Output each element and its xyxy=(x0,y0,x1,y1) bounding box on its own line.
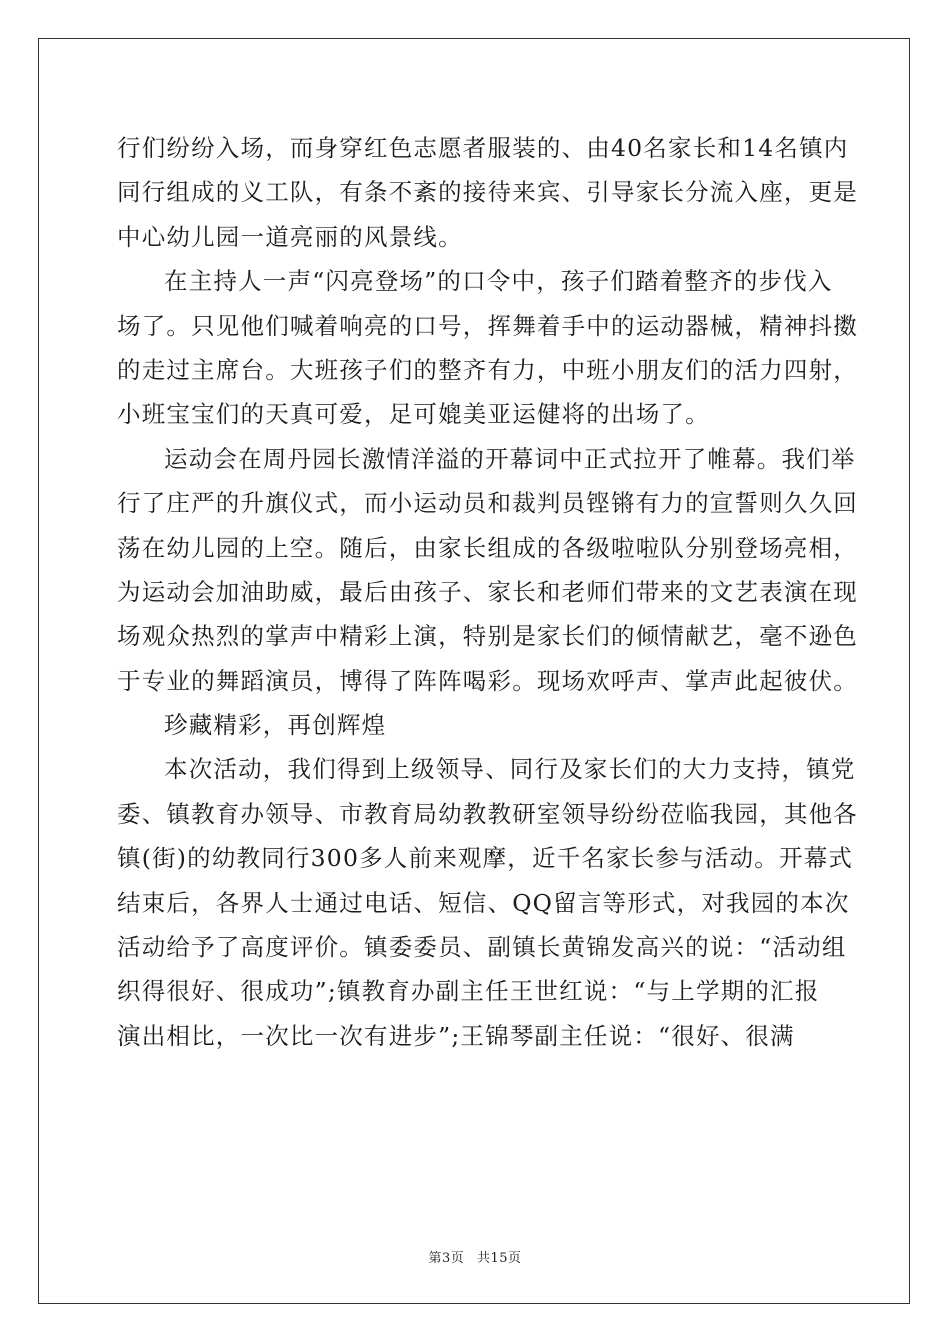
page-footer xyxy=(0,1247,950,1266)
text-line: 同行组成的义工队，有条不紊的接待来宾、引导家长分流入座，更是 xyxy=(117,178,858,207)
text-line: 为运动会加油助威，最后由孩子、家长和老师们带来的文艺表演在现 xyxy=(117,577,858,606)
text-line: 的走过主席台。大班孩子们的整齐有力，中班小朋友们的活力四射， xyxy=(117,355,858,384)
paragraph-start-line: 运动会在周丹园长激情洋溢的开幕词中正式拉开了帷幕。我们举 xyxy=(164,444,856,473)
text-line: 行了庄严的升旗仪式，而小运动员和裁判员铿锵有力的宣誓则久久回 xyxy=(117,489,858,518)
paragraph-start-line: 本次活动，我们得到上级领导、同行及家长们的大力支持，镇党 xyxy=(164,755,856,784)
paragraph-start-line: 在主持人一声“闪亮登场”的口令中，孩子们踏着整齐的步伐入 xyxy=(164,267,833,296)
text-line: 活动给予了高度评价。镇委委员、副镇长黄锦发高兴的说：“活动组 xyxy=(117,933,847,962)
text-line: 场观众热烈的掌声中精彩上演，特别是家长们的倾情献艺，毫不逊色 xyxy=(117,622,858,651)
text-line: 场了。只见他们喊着响亮的口号，挥舞着手中的运动器械，精神抖擞 xyxy=(117,311,858,340)
document-body xyxy=(117,126,858,1058)
text-line: 结束后，各界人士通过电话、短信、QQ留言等形式，对我园的本次 xyxy=(117,888,850,917)
text-line: 行们纷纷入场，而身穿红色志愿者服装的、由40名家长和14名镇内 xyxy=(117,134,849,162)
text-line: 镇(街)的幼教同行300多人前来观摩，近千名家长参与活动。开幕式 xyxy=(117,844,854,873)
text-line: 织得很好、很成功”;镇教育办副主任王世红说：“与上学期的汇报 xyxy=(117,977,820,1006)
text-line: 小班宝宝们的天真可爱，足可媲美亚运健将的出场了。 xyxy=(117,400,710,429)
text-line: 于专业的舞蹈演员，博得了阵阵喝彩。现场欢呼声、掌声此起彼伏。 xyxy=(117,666,858,695)
text-line: 中心幼儿园一道亮丽的风景线。 xyxy=(117,222,463,251)
section-heading: 珍藏精彩，再创辉煌 xyxy=(164,711,387,740)
text-line: 演出相比，一次比一次有进步”;王锦琴副主任说：“很好、很满 xyxy=(117,1021,795,1050)
text-line: 荡在幼儿园的上空。随后，由家长组成的各级啦啦队分别登场亮相， xyxy=(117,533,858,562)
page-total: 共15页 xyxy=(476,1251,522,1266)
page-number: 第3页 xyxy=(428,1251,465,1266)
text-line: 委、镇教育办领导、市教育局幼教教研室领导纷纷莅临我园，其他各 xyxy=(117,799,858,828)
